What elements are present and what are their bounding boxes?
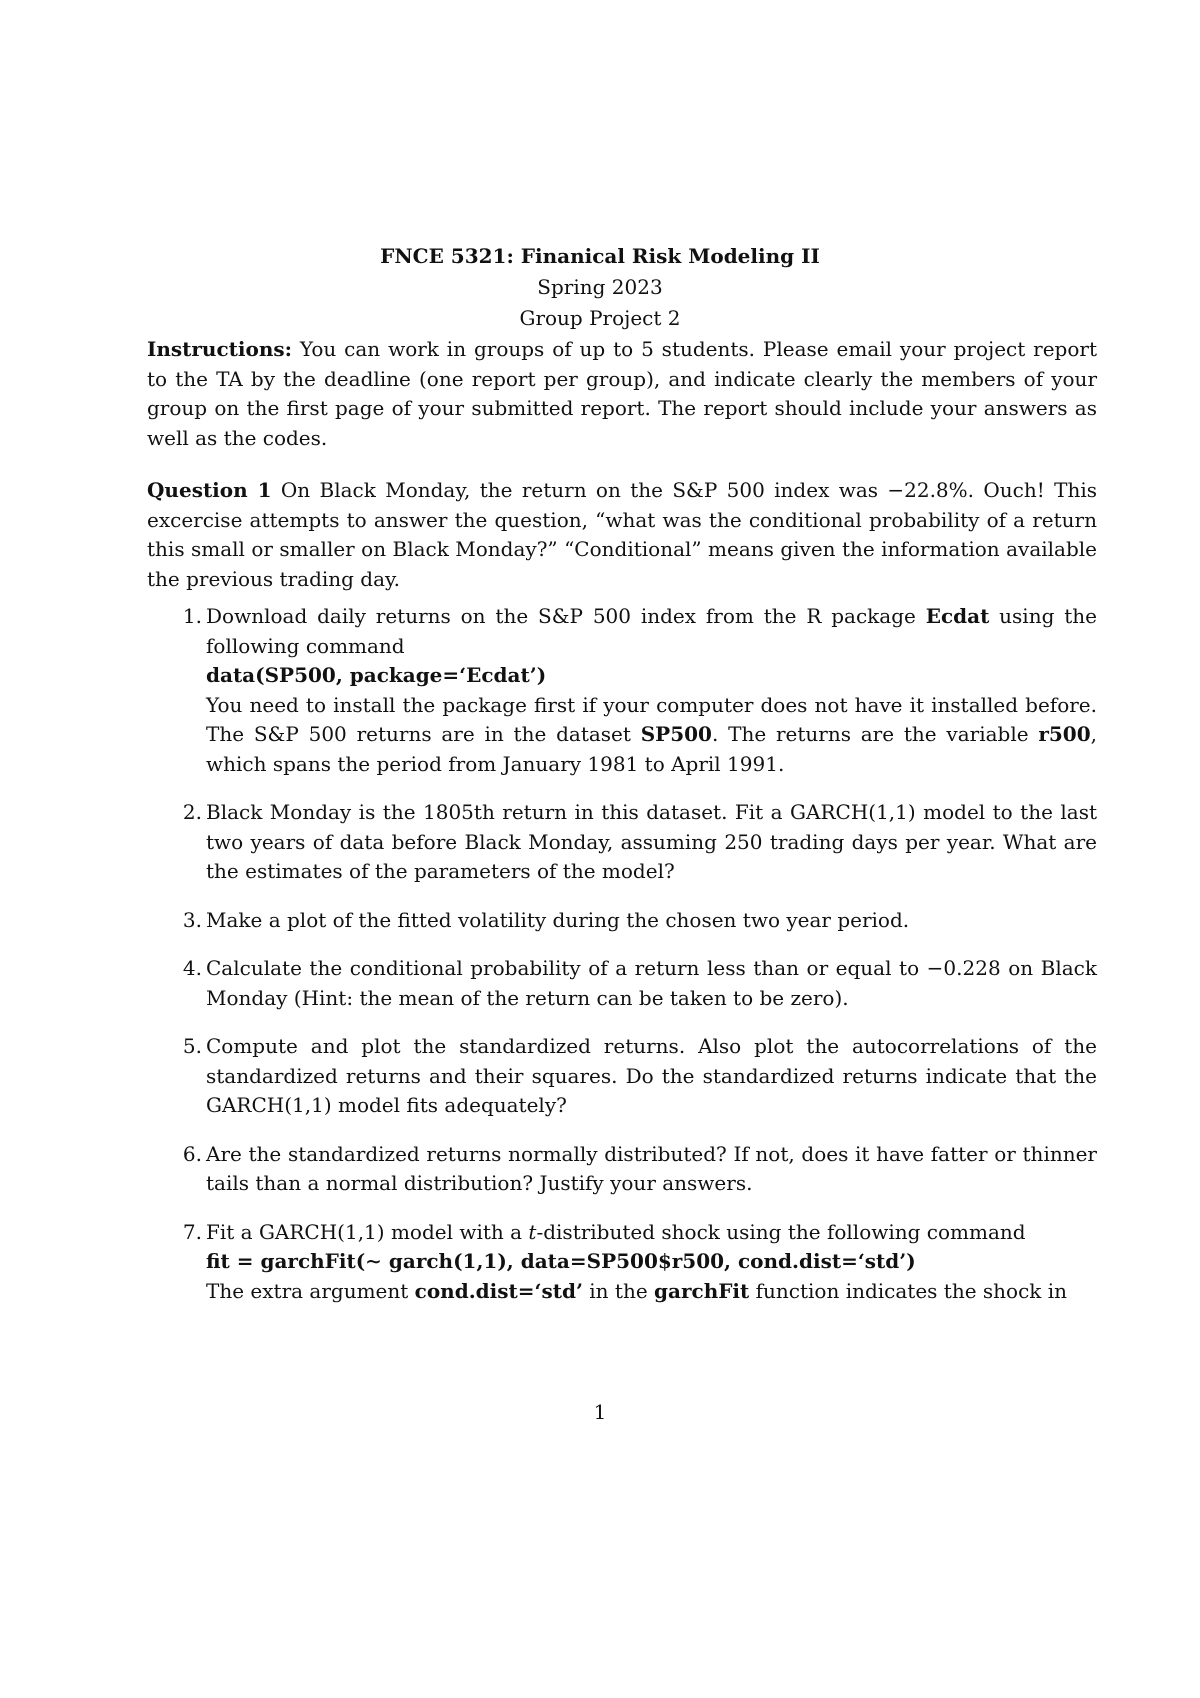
part-number: 6. (182, 1141, 202, 1166)
part-number: 5. (182, 1034, 202, 1058)
variable-name: r500 (1038, 722, 1091, 746)
part-text: Calculate the conditional probability of a return less than or equal to −0.228 on Black Monday (Hint: the mean of the return can be taken to be zero). (206, 956, 1097, 1010)
part-number: 7. (182, 1219, 202, 1244)
argument-name: cond.dist=‘std’ (414, 1278, 583, 1303)
part-text: , which spans the period from January 1981 to April 1991. (206, 722, 1097, 776)
question-1-parts (147, 602, 1097, 1325)
part-6 (147, 1140, 1097, 1199)
instructions-paragraph (147, 335, 1097, 453)
package-name: Ecdat (925, 604, 990, 628)
italic-t: t (528, 1219, 537, 1244)
question-1-paragraph (147, 476, 1097, 594)
part-text: Fit a GARCH(1,1) model with a (206, 1219, 529, 1244)
instructions-label: Instructions: (147, 337, 293, 361)
course-title: FNCE 5321: Finanical Risk Modeling II (380, 244, 820, 268)
part-text: Download daily returns on the S&P 500 index from the R package (206, 604, 926, 628)
function-name: garchFit (654, 1278, 750, 1303)
project-name: Group Project 2 (519, 306, 681, 330)
term: Spring 2023 (537, 275, 663, 299)
part-number: 4. (182, 956, 202, 980)
document-header (0, 241, 1200, 334)
question-1-label: Question 1 (147, 478, 272, 502)
part-1 (147, 602, 1097, 779)
part-text: Make a plot of the fitted volatility during the chosen two year period. (206, 907, 910, 932)
part-7 (147, 1218, 1097, 1307)
part-text: You need to install the package first if your computer does not have it installed before. The S&P 500 returns are in the dataset (206, 692, 1097, 746)
part-text: Compute and plot the standardized returns. Also plot the autocorrelations of the standardized returns and their squares. Do the standardized returns indicate that the GARCH(1,1) model fits adequately? (206, 1034, 1097, 1117)
part-number: 3. (182, 907, 202, 932)
question-1-text: On Black Monday, the return on the S&P 500 index was −22.8%. Ouch! This excercise attempts to answer the question, “what was the conditional probability of a return this small or smaller on Black Monday?” “Conditional” means given the information available the previous trading day. (147, 478, 1098, 591)
part-3 (147, 906, 1097, 936)
r-command: fit = garchFit(∼ garch(1,1), data=SP500$r500, cond.dist=‘std’) (206, 1249, 916, 1273)
part-5 (147, 1032, 1097, 1121)
part-4 (147, 954, 1097, 1013)
part-text: in the (582, 1278, 655, 1303)
part-number: 2. (182, 800, 202, 824)
instructions-text: You can work in groups of up to 5 students. Please email your project report to the TA by the deadline (one report per group), and indicate clearly the members of your group on the first page of your submitted report. The report should include your answers as well as the codes. (147, 337, 1097, 450)
part-number: 1. (182, 604, 202, 628)
part-text: The extra argument (206, 1278, 415, 1303)
dataset-name: SP500 (640, 722, 712, 746)
part-2 (147, 798, 1097, 887)
part-text: function indicates the shock in (749, 1278, 1068, 1303)
part-text: using the following command (206, 604, 1097, 658)
r-command: data(SP500, package=‘Ecdat’) (206, 663, 547, 687)
part-text: -distributed shock using the following command (536, 1219, 1026, 1244)
page-number: 1 (593, 1400, 607, 1424)
part-text: Are the standardized returns normally distributed? If not, does it have fatter or thinner tails than a normal distribution? Justify your answers. (206, 1141, 1097, 1195)
part-text: Black Monday is the 1805th return in this dataset. Fit a GARCH(1,1) model to the last two years of data before Black Monday, assuming 250 trading days per year. What are the estimates of the parameters of the model? (206, 800, 1097, 883)
part-text: . The returns are the variable (711, 722, 1039, 746)
